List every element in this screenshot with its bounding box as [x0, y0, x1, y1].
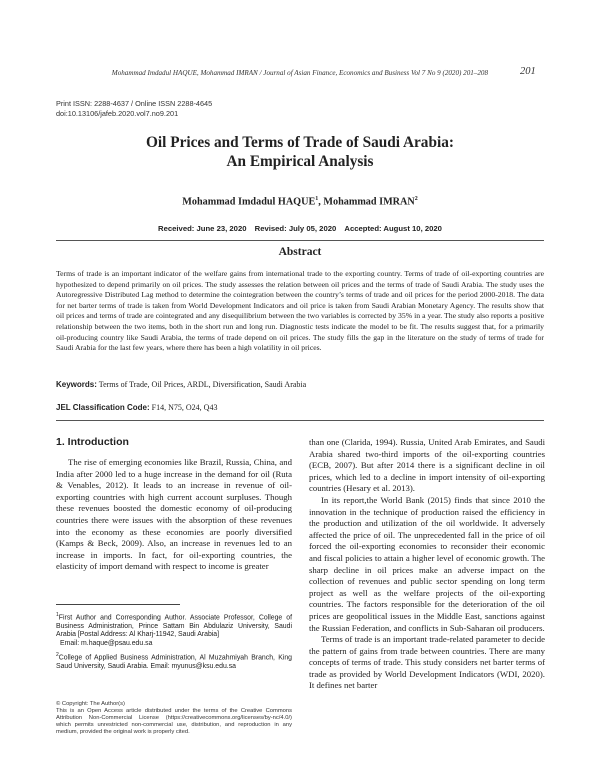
author-1: Mohammad Imdadul HAQUE: [182, 196, 316, 208]
footnote-1: [56, 611, 292, 649]
copyright-line: © Copyright: The Author(s): [56, 701, 125, 707]
revised-date: Revised: July 05, 2020: [254, 224, 337, 233]
abstract-text: Terms of trade is an important indicator of the welfare gains from international trade to the exporting country. Terms of trade of oil-exporting countries are hypothesized to depend primarily on oil prices. The study assesses the relation between oil prices and the terms of trade of Saudi Arabia. The study uses the Autoregressive Distributed Lag method to determine the cointegration between the country’s terms of trade and oil prices for the period 2000-2018. The data for net barter terms of trade is taken from World Development Indicators and oil price is taken from Saudi Arabian Monetary Agency. The results show that oil prices and terms of trade are cointegrated and any disequilibrium between the two variables is corrected by 35% in a year. The study also reports a positive relationship between the two items, both in the short run and long run. Diagnostic tests indicate the model to be fit. The results suggest that, for a primarily oil-producing country like Saudi Arabia, the terms of trade depend on oil prices. The study fills the gap in the literature on the study of terms of trade for Saudi Arabia for the last few years, where there has been a high volatility in oil prices.: [56, 269, 544, 353]
copyright-notice: [56, 701, 292, 736]
body-paragraph: than one (Clarida, 1994). Russia, United Arab Emirates, and Saudi Arabia shared two-third imports of the oil-exporting countries (ECB, 2007). But after 2014 there is a significant decline in oil prices, which led to a decline in import intensity of oil-exporting countries (Hesary et al. 2013).: [309, 437, 545, 494]
footnote-1-mark: 1: [56, 612, 59, 618]
keywords-line: [56, 380, 544, 389]
issn-block: [56, 99, 212, 119]
jel-label: JEL Classification Code:: [56, 403, 150, 412]
author-2: Mohammad IMRAN: [323, 196, 415, 208]
page-number: 201: [520, 66, 536, 77]
keywords-text: Terms of Trade, Oil Prices, ARDL, Diversification, Saudi Arabia: [98, 380, 307, 389]
doi-line: doi:10.13106/jafeb.2020.vol7.no9.201: [56, 109, 179, 118]
left-column: [56, 457, 292, 573]
footnote-2-text: College of Applied Business Administration, Al Muzahmiyah Branch, King Saud University, Saudi Arabia. Email: myunus@ksu.edu.sa: [56, 653, 292, 670]
keywords-label: Keywords:: [56, 380, 97, 389]
author-1-affiliation-mark: 1: [315, 196, 319, 202]
author-2-affiliation-mark: 2: [414, 196, 418, 202]
submission-dates: [56, 224, 544, 233]
body-paragraph: In its report,the World Bank (2015) finds that since 2010 the innovation in the technique of production raised the efficiency in the production and utilization of the oil worldwide. It adversely affected the price of oil. The unprecedented fall in the price of oil forced the oil-exporting economies to reconsider their economic and fiscal policies to attain a higher level of economic growth. The sharp decline in oil prices make an adverse impact on the collection of revenues and public sector spending on long term project as well as the welfare projects of the oil-exporting countries. The factors responsible for the deterioration of the oil prices are geopolitical issues in the Middle East, sanctions against the Russian Federation, and conflicts in Sub-Saharan oil producers.: [309, 494, 545, 633]
jel-line: [56, 403, 544, 412]
author-separator: ,: [318, 196, 324, 208]
footnote-1-text: First Author and Corresponding Author. Associate Professor, College of Business Administration, Prince Sattam Bin Abdulaziz University, Saudi Arabia [Postal Address: Al Kharj-11942, Saudi Arabia]: [56, 614, 292, 639]
right-column: [309, 437, 545, 692]
body-paragraph: Terms of trade is an important trade-related parameter to decide the pattern of gains from trade between countries. There are many concepts of terms of trade. This study considers net barter terms of trade as provided by World Development Indicators (WDI, 2020). It defines net barter: [309, 634, 545, 691]
title-line-1: Oil Prices and Terms of Trade of Saudi Arabia:: [146, 134, 454, 151]
footnote-rule: [56, 604, 180, 605]
section-heading-introduction: 1. Introduction: [56, 436, 129, 448]
body-paragraph: The rise of emerging economies like Brazil, Russia, China, and India after 2000 led to a huge increase in the demand for oil (Ruta & Venables, 2012). It leads to an increase in revenue of oil-exporting countries with high current account surpluses. Though these revenues boosted the domestic economy of oil-producing countries there were issues with the absorption of these revenues into the economy as these economies are poorly diversified (Kamps & Beck, 2009). Also, an increase in revenues led to an increase in imports. In fact, for oil-exporting countries, the elasticity of import demand with respect to income is greater: [56, 457, 292, 572]
footnote-2: [56, 651, 292, 671]
paper-title: [56, 133, 544, 171]
author-line: [56, 196, 544, 207]
abstract-top-rule: [56, 240, 544, 241]
received-date: Received: June 23, 2020: [158, 224, 247, 233]
footnote-1-email: Email: m.haque@psau.edu.sa: [60, 640, 153, 648]
issn-line: Print ISSN: 2288-4637 / Online ISSN 2288-4645: [56, 99, 213, 108]
footnotes: [56, 611, 292, 673]
footnote-2-mark: 2: [56, 651, 59, 658]
accepted-date: Accepted: August 10, 2020: [344, 224, 442, 233]
abstract-heading: Abstract: [278, 246, 322, 258]
abstract-bottom-rule: [56, 420, 544, 421]
running-head: Mohammad Imdadul HAQUE, Mohammad IMRAN / Journal of Asian Finance, Economics and Business Vol 7 No 9 (2020) 201–208: [111, 69, 488, 77]
title-line-2: An Empirical Analysis: [226, 153, 374, 170]
license-text: This is an Open Access article distributed under the terms of the Creative Commons Attribution Non-Commercial License (https://creativecommons.org/licenses/by-nc/4.0/) which permits unrestricted non-commercial use, distribution, and reproduction in any medium, provided the original work is properly cited.: [56, 708, 292, 735]
jel-codes: F14, N75, O24, Q43: [151, 403, 218, 412]
